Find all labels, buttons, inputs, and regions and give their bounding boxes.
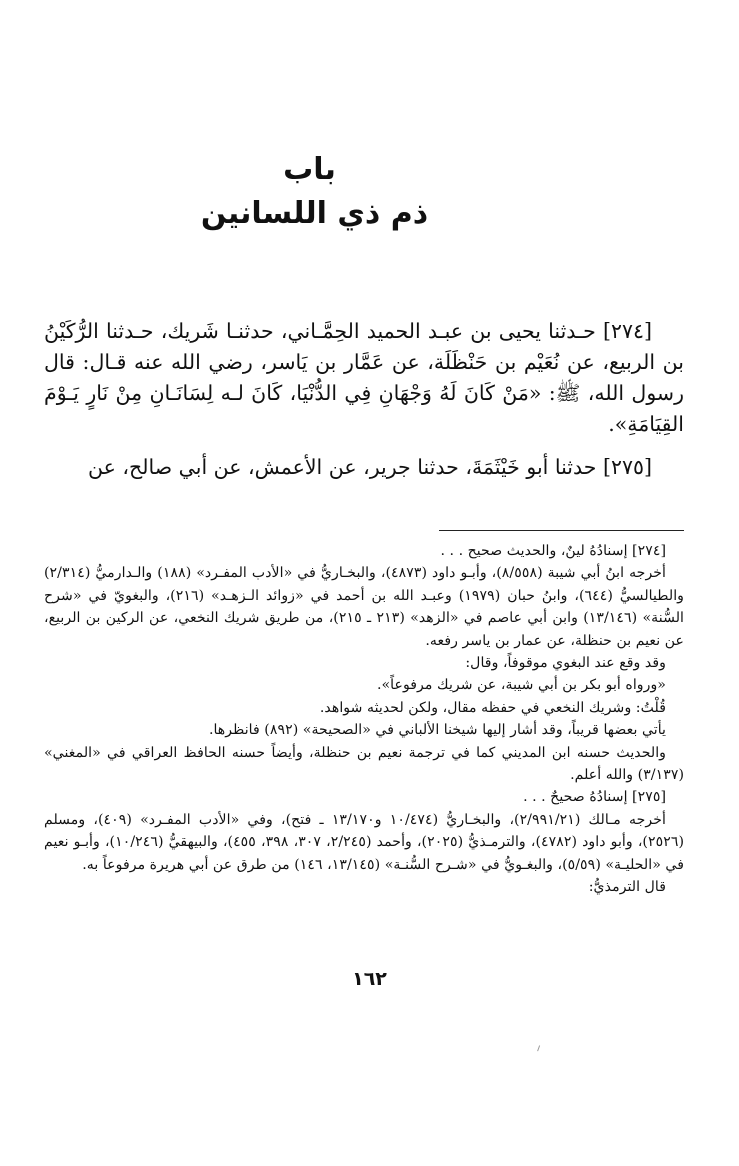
footnote-274-hasan: والحديث حسنه ابن المديني كما في ترجمة نعيم بن حنظلة، وأيضاً حسنه الحافظ العراقي في «المغني» (٣/١٣٧) والله أعلم. [44, 744, 684, 784]
footnote-274-comment: قُلْتُ: وشريك النخعي في حفظه مقال، ولكن لحديثه شواهد. [319, 699, 666, 716]
footnote-274-takhrij: أخرجه ابنُ أبي شيبة (٨/٥٥٨)، وأبـو داود (٤٨٧٣)، والبخـاريُّ في «الأدب المفـرد» (١٨٨) والـدارميُّ (٢/٣١٤) والطيالسيُّ (٦٤٤)، وابنُ حبان (١٩٧٩) وعبـد الله بن أحمد في «زوائد الـزهـد» (٢١٦)، والبغويّ في «شرح السُّنة» (١٣/١٤٦) وابن أبي عاصم في «الزهد» (٢١٣ ـ ٢١٥)، من طريق شريك النخعي، عن الركين بن الربيع، عن نعيم بن حنظلة، عن عمار بن ياسر رفعه. [44, 565, 684, 649]
hadith-text [44, 316, 684, 495]
footnote-divider [439, 530, 684, 531]
footnote-274-shawahid: يأتي بعضها قريباً، وقد أشار إليها شيخنا الألباني في «الصحيحة» (٨٩٢) فانظرها. [208, 722, 666, 739]
page-number: ١٦٢ [352, 968, 387, 990]
hadith-275: [٢٧٥] حدثنا أبو خَيْثَمَةَ، حدثنا جرير، عن الأعمش، عن أبي صالح، عن [88, 455, 652, 479]
footnote-274-baghawi: وقد وقع عند البغوي موقوفاً، وقال: [465, 655, 666, 672]
footnote-275-grade: [٢٧٥] إسنادُهُ صحيحٌ . . . [523, 789, 666, 806]
footnote-275-tirmidhi: قال الترمذيُّ: [588, 879, 666, 896]
footnotes [44, 540, 684, 899]
chapter-title: ذم ذي اللسانين [200, 196, 429, 231]
footnote-275-takhrij: أخرجه مـالك (٢/٩٩١/٢١)، والبخـاريُّ (١٠/٤٧٤ و١٣/١٧٠ ـ فتح)، وفي «الأدب المفـرد» (٤٠٩)، ومسلم (٢٥٢٦)، وأبو داود (٤٧٨٢)، والترمـذيُّ (٢٠٢٥)، وأحمد (٢/٢٤٥، ٣٠٧، ٣٩٨، ٤٥٥)، والبيهقيُّ (١٠/٢٤٦)، وأبـو نعيم في «الحليـة» (٥/٥٩)، والبغـويُّ في «شـرح السُّنـة» (١٣/١٤٥، ١٤٦) من طرق عن أبي هريرة مرفوعاً به. [44, 811, 684, 873]
chapter-heading: باب [283, 152, 336, 187]
chapter-title-block [0, 150, 739, 238]
scan-speck [537, 1045, 544, 1052]
footnote-274-quote: «ورواه أبو بكر بن أبي شيبة، عن شريك مرفوعاً». [376, 677, 666, 694]
hadith-274: [٢٧٤] حـدثنا يحيى بن عبـد الحميد الحِمَّـاني، حدثنـا شَريك، حـدثنا الرُّكَيْنُ بن الربيع، عن نُعَيْم بن حَنْظَلَة، عن عَمَّار بن يَاسر، رضي الله عنه قـال: قال رسول الله، ﷺ: «مَنْ كَانَ لَهُ وَجْهَانِ فِي الدُّنْيَا، كَانَ لـه لِسَانَـانِ مِنْ نَارٍ يَـوْمَ القِيَامَةِ». [44, 319, 684, 436]
footnote-274-grade: [٢٧٤] إسنادُهُ لينٌ، والحديث صحيح . . . [440, 543, 666, 559]
